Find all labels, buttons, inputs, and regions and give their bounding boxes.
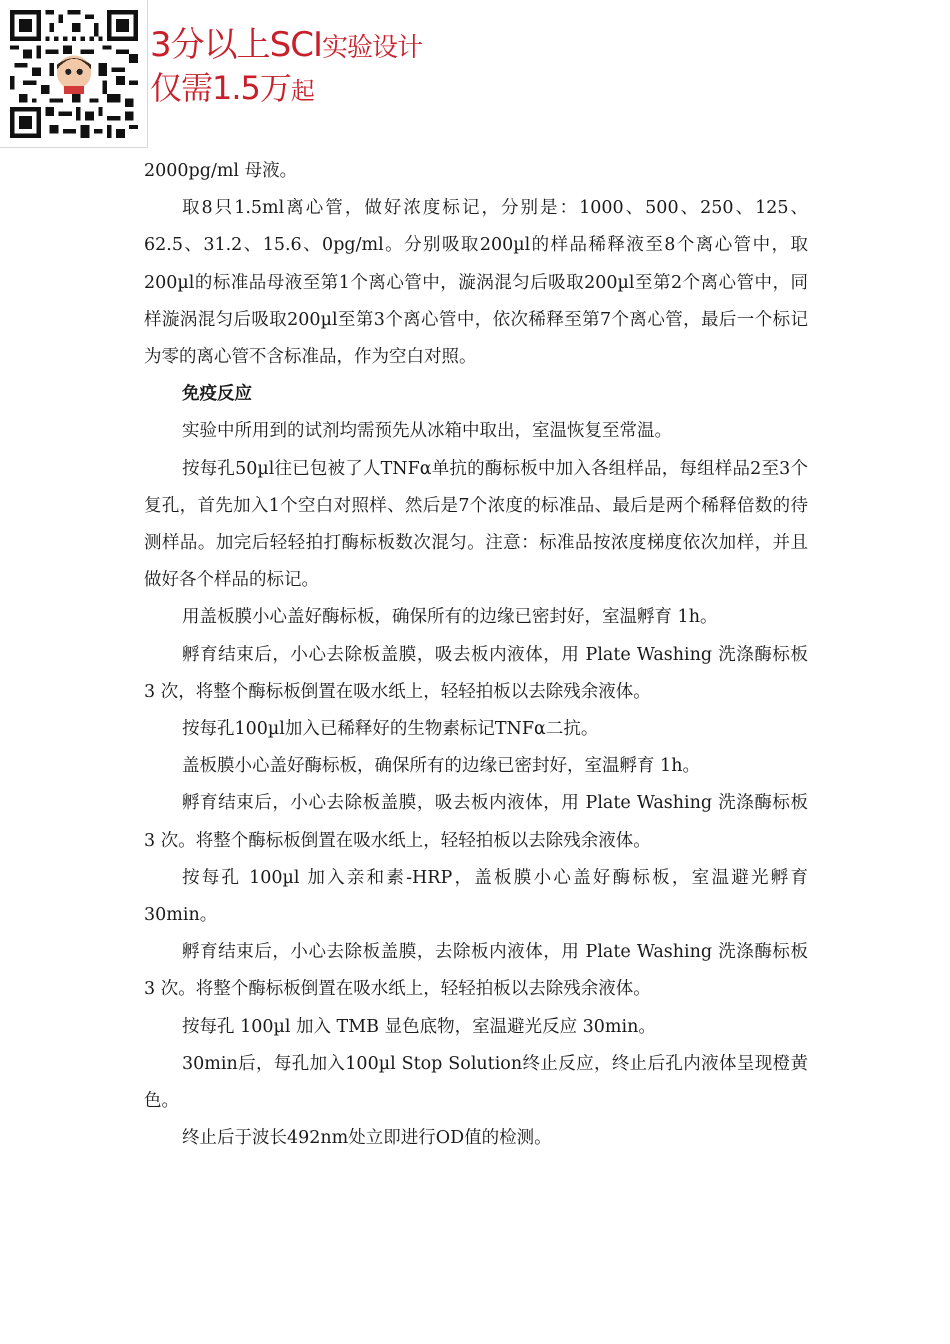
section-heading-immunoreaction: 免疫反应	[182, 384, 252, 405]
ad-slogan[interactable]	[150, 25, 422, 107]
paragraph-sample-loading: 按每孔50µl往已包被了人TNFα单抗的酶标板中加入各组样品，每组样品2至3个复孔，首先加入1个空白对照样、然后是7个浓度的标准品、最后是两个稀释倍数的待测样品。加完后轻轻拍打酶标板数次混匀。注意：标准品按浓度梯度依次加样，并且做好各个样品的标记。	[144, 458, 808, 591]
paragraph-stop-solution: 30min后，每孔加入100µl Stop Solution终止反应，终止后孔内液体呈现橙黄色。	[144, 1053, 808, 1112]
paragraph-avidin-hrp: 按每孔 100µl 加入亲和素-HRP，盖板膜小心盖好酶标板，室温避光孵育30min。	[144, 867, 808, 926]
paragraph-wash-3: 孵育结束后，小心去除板盖膜，去除板内液体，用 Plate Washing 洗涤酶标板 3 次。将整个酶标板倒置在吸水纸上，轻轻拍板以去除残余液体。	[144, 942, 808, 1000]
ad-slogan-line-1: 3分以上SCI实验设计	[150, 25, 422, 65]
paragraph-standard-dilution: 取8只1.5ml离心管，做好浓度标记，分别是：1000、500、250、125、62.5、31.2、15.6、0pg/ml。分别吸取200µl的样品稀释液至8个离心管中，取200µl的标准品母液至第1个离心管中，漩涡混匀后吸取200µl至第2个离心管中，同样漩涡混匀后吸取200µl至第3个离心管中，依次稀释至第7个离心管，最后一个标记为零的离心管不含标准品，作为空白对照。	[144, 198, 808, 368]
paragraph-stock-solution-end: 2000pg/ml 母液。	[144, 161, 298, 181]
paragraph-tmb-substrate: 按每孔 100µl 加入 TMB 显色底物，室温避光反应 30min。	[182, 1016, 656, 1037]
qr-code-icon	[10, 10, 138, 138]
paragraph-reagent-prep: 实验中所用到的试剂均需预先从冰箱中取出，室温恢复至常温。	[182, 421, 672, 442]
ad-banner[interactable]	[0, 0, 422, 148]
paragraph-wash-1: 孵育结束后，小心去除板盖膜，吸去板内液体，用 Plate Washing 洗涤酶标板 3 次，将整个酶标板倒置在吸水纸上，轻轻拍板以去除残余液体。	[144, 644, 808, 702]
paragraph-incubate-1: 用盖板膜小心盖好酶标板，确保所有的边缘已密封好，室温孵育 1h。	[182, 607, 718, 628]
document-body	[144, 153, 808, 1157]
paragraph-incubate-2: 盖板膜小心盖好酶标板，确保所有的边缘已密封好，室温孵育 1h。	[182, 756, 700, 777]
paragraph-wash-2: 孵育结束后，小心去除板盖膜，吸去板内液体，用 Plate Washing 洗涤酶标板 3 次。将整个酶标板倒置在吸水纸上，轻轻拍板以去除残余液体。	[144, 793, 808, 851]
paragraph-secondary-antibody: 按每孔100µl加入已稀释好的生物素标记TNFα二抗。	[182, 719, 599, 740]
ad-slogan-line-2: 仅需1.5万起	[150, 69, 314, 107]
paragraph-od-measurement: 终止后于波长492nm处立即进行OD值的检测。	[182, 1128, 552, 1149]
